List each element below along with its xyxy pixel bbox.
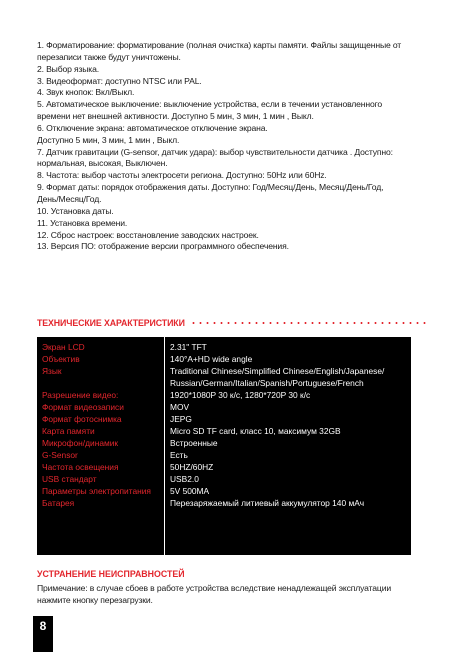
- settings-line: перезаписи также будут уничтожены.: [37, 51, 181, 62]
- settings-line: 5. Автоматическое выключение: выключение устройства, если в течении установленного: [37, 99, 383, 110]
- spec-value: 140°A+HD wide angle: [170, 354, 253, 364]
- settings-line: 1. Форматирование: форматирование (полная очистка) карты памяти. Файлы защищенные от: [37, 40, 402, 50]
- page-number: 8: [39, 619, 47, 633]
- spec-key: G-Sensor: [42, 450, 78, 460]
- settings-line: нормальная, высокая, Выключен.: [37, 158, 168, 169]
- spec-value: Traditional Chinese/Simplified Chinese/English/Japanese/ Russian/German/Italian/Spanish/Portuguese/French: [170, 366, 385, 388]
- settings-line: 3. Видеоформат: доступно NTSC или PAL.: [37, 75, 202, 86]
- spec-value: JEPG: [170, 414, 192, 424]
- spec-value: Перезаряжаемый литиевый аккумулятор 140 мАч: [170, 498, 365, 508]
- page-number-badge: [33, 616, 53, 652]
- spec-key: Экран LCD: [42, 342, 85, 352]
- spec-key: Микрофон/динамик: [42, 438, 119, 448]
- specs-column-divider: [164, 337, 165, 555]
- spec-value: 5V 500MA: [170, 486, 210, 496]
- spec-key: Параметры электропитания: [42, 486, 151, 496]
- settings-line: День/Месяц/Год.: [37, 193, 102, 204]
- spec-key: Частота освещения: [42, 462, 119, 472]
- spec-key: Карта памяти: [42, 426, 95, 436]
- specs-header: [37, 316, 430, 330]
- settings-list: [37, 40, 422, 253]
- dotted-rule: [190, 322, 430, 324]
- spec-key: USB стандарт: [42, 474, 97, 484]
- spec-key: Батарея: [42, 498, 75, 508]
- troubleshooting-title: УСТРАНЕНИЕ НЕИСПРАВНОСТЕЙ: [37, 569, 185, 579]
- spec-key: Формат видеозаписи: [42, 402, 124, 412]
- spec-value: Micro SD TF card, класс 10, максимум 32GB: [170, 426, 341, 436]
- spec-key: Формат фотоснимка: [42, 414, 122, 424]
- troubleshooting-text: Примечание: в случае сбоев в работе устройства вследствие ненадлежащей эксплуатации нажмите кнопку перезагрузки.: [37, 583, 391, 605]
- settings-line: 12. Сброс настроек: восстановление заводских настроек.: [37, 229, 259, 240]
- spec-key: Разрешение видео:: [42, 390, 119, 400]
- settings-line: 4. Звук кнопок: Вкл/Выкл.: [37, 87, 135, 98]
- settings-line: 13. Версия ПО: отображение версии программного обеспечения.: [37, 241, 289, 252]
- spec-value: 50HZ/60HZ: [170, 462, 214, 472]
- spec-key: Язык: [42, 366, 62, 376]
- settings-line: 8. Частота: выбор частоты электросети региона. Доступно: 50Hz или 60Hz.: [37, 170, 327, 181]
- settings-line: 10. Установка даты.: [37, 205, 114, 216]
- settings-line: времени нет внешней активности. Доступно 5 мин, 3 мин, 1 мин , Выкл.: [37, 111, 314, 122]
- settings-line: Доступно 5 мин, 3 мин, 1 мин , Выкл.: [37, 134, 180, 145]
- spec-value: 2.31" TFT: [170, 342, 207, 352]
- settings-line: 11. Установка времени.: [37, 217, 128, 228]
- settings-line: 2. Выбор языка.: [37, 63, 99, 74]
- specs-title: ТЕХНИЧЕСКИЕ ХАРАКТЕРИСТИКИ: [37, 318, 185, 328]
- spec-value: Встроенные: [170, 438, 218, 448]
- spec-value: USB2.0: [170, 474, 199, 484]
- specs-table: [37, 337, 411, 555]
- settings-line: 7. Датчик гравитации (G-sensor, датчик удара): выбор чувствительности датчика . Доступно:: [37, 146, 393, 157]
- spec-value: Есть: [170, 450, 188, 460]
- spec-key: Объектив: [42, 354, 80, 364]
- settings-line: 6. Отключение экрана: автоматическое отключение экрана.: [37, 122, 268, 133]
- spec-value: 1920*1080P 30 к/с, 1280*720P 30 к/с: [170, 390, 311, 400]
- settings-line: 9. Формат даты: порядок отображения даты. Доступно: Год/Месяц/День, Месяц/День/Год,: [37, 182, 384, 193]
- spec-value: MOV: [170, 402, 190, 412]
